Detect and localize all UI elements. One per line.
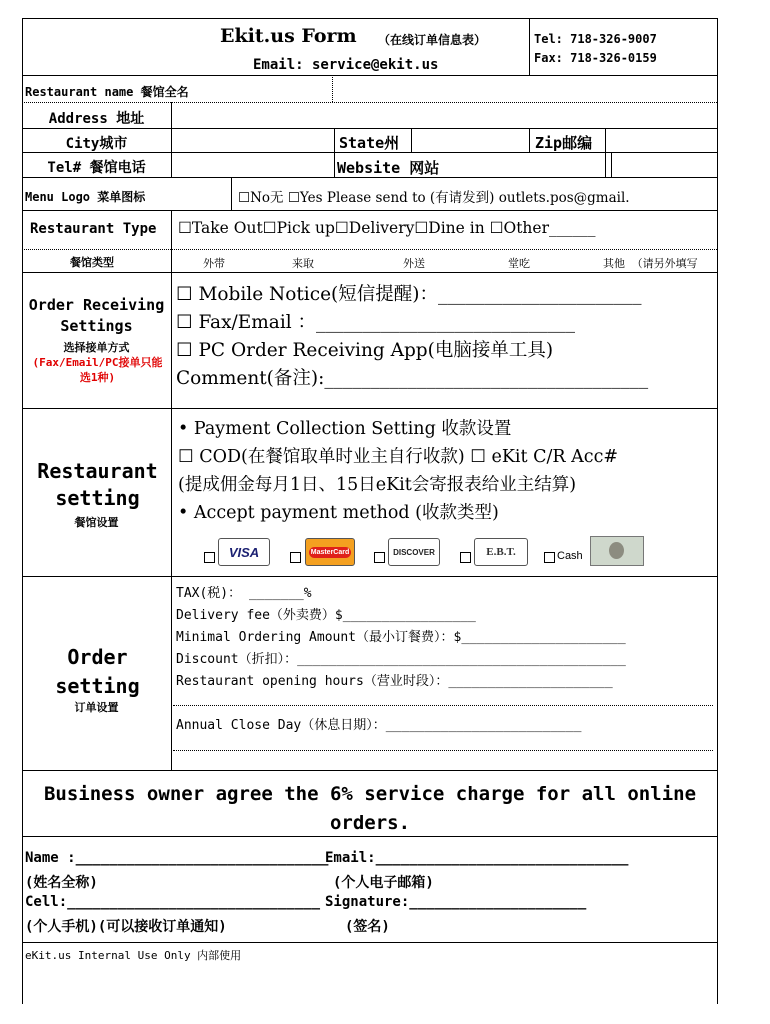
minimal-order-field[interactable]: Minimal Ordering Amount（最小订餐费）：$_____________________ (176, 630, 626, 645)
type-cn-other: 其他 （请另外填写 (603, 257, 698, 270)
contact-fax: Fax: 718-326-0159 (534, 51, 657, 65)
address-label: Address 地址 (48, 111, 145, 127)
zip-label: Zip邮编 (535, 134, 593, 152)
payment-collection-heading: • Payment Collection Setting 收款设置 (178, 419, 512, 439)
owner-name-label-cn: (姓名全称) (25, 875, 98, 891)
contact-email: Email: service@ekit.us (253, 57, 439, 73)
accept-payment-heading: • Accept payment method (收款类型) (178, 503, 499, 523)
owner-cell-field[interactable]: Cell:______________________________ (25, 894, 321, 910)
comment-field[interactable]: Comment(备注):___________________________________ (176, 368, 649, 389)
internal-use-label: eKit.us Internal Use Only 内部使用 (25, 949, 242, 962)
menu-logo-options[interactable]: ☐No无 ☐Yes Please send to (有请发到) outlets.pos@gmail. (238, 190, 630, 206)
discover-icon: DISCOVER (388, 538, 440, 566)
owner-email-label-cn: (个人电子邮箱) (333, 875, 434, 891)
order-receiving-label: Order Receiving Settings (28, 296, 165, 335)
fax-email-option[interactable]: ☐ Fax/Email ：____________________________ (176, 312, 576, 333)
form-title: Ekit.us Form (220, 25, 357, 47)
form-subtitle: （在线订单信息表） (378, 33, 487, 47)
city-field[interactable] (173, 130, 331, 150)
type-cn-takeout: 外带 (203, 257, 225, 270)
website-field[interactable] (450, 154, 600, 175)
restaurant-setting-label: Restaurant setting (37, 459, 158, 510)
restaurant-name-label: Restaurant name 餐馆全名 (25, 85, 189, 99)
visa-checkbox[interactable] (204, 552, 215, 563)
type-cn-pickup: 来取 (292, 257, 314, 270)
restaurant-name-field[interactable] (334, 77, 714, 100)
order-receiving-label-cn: 选择接单方式 (63, 341, 130, 354)
contact-tel: Tel: 718-326-9007 (534, 32, 657, 46)
restaurant-type-options[interactable]: ☐Take Out☐Pick up☐Delivery☐Dine in ☐Other______ (178, 219, 596, 237)
restaurant-setting-label-cn: 餐馆设置 (74, 516, 119, 529)
website-label: Website 网站 (337, 159, 440, 177)
state-field[interactable] (413, 130, 526, 150)
order-setting-label-cn: 订单设置 (74, 701, 119, 714)
tel-label: Tel# 餐馆电话 (47, 160, 146, 176)
ebt-icon: E.B.T. (474, 538, 528, 566)
order-receiving-note: (Fax/Email/PC接单只能选1种) (32, 356, 163, 384)
tel-field[interactable] (173, 154, 331, 175)
owner-email-field[interactable]: Email:______________________________ (325, 850, 629, 866)
city-label: City城市 (65, 136, 128, 152)
restaurant-type-label: Restaurant Type (30, 221, 157, 237)
order-setting-label: Order setting (55, 645, 140, 698)
signature-field[interactable]: Signature:_____________________ (325, 894, 587, 910)
owner-name-field[interactable]: Name :______________________________ (25, 850, 329, 866)
mobile-notice-option[interactable]: ☐ Mobile Notice(短信提醒)：______________________ (176, 284, 642, 305)
pc-app-option[interactable]: ☐ PC Order Receiving App(电脑接单工具) (176, 340, 554, 361)
tax-field[interactable]: TAX(税)： _______% (176, 586, 312, 601)
owner-cell-label-cn: (个人手机)(可以接收订单通知) (25, 919, 227, 935)
mastercard-icon: MasterCard (305, 538, 355, 566)
service-charge-agreement: Business owner agree the 6% service charge for all online orders. (43, 783, 697, 834)
ebt-checkbox[interactable] (460, 552, 471, 563)
cash-bill-icon (590, 536, 644, 566)
restaurant-type-label-cn: 餐馆类型 (70, 256, 114, 269)
settlement-note: (提成佣金每月1日、15日eKit会寄报表给业主结算) (178, 475, 577, 495)
zip-field[interactable] (607, 130, 714, 150)
signature-label-cn: (签名) (345, 919, 390, 935)
opening-hours-field[interactable]: Restaurant opening hours（营业时段）：_____________________ (176, 674, 613, 689)
cash-label: Cash (557, 550, 583, 562)
delivery-fee-field[interactable]: Delivery fee（外卖费）$_________________ (176, 608, 476, 623)
cash-checkbox[interactable] (544, 552, 555, 563)
annual-close-day-field[interactable]: Annual Close Day（休息日期）：_________________________ (176, 718, 582, 733)
menu-logo-label: Menu Logo 菜单图标 (25, 190, 146, 204)
type-cn-dinein: 堂吃 (508, 257, 530, 270)
discount-field[interactable]: Discount（折扣）：__________________________________________ (176, 652, 626, 667)
discover-checkbox[interactable] (374, 552, 385, 563)
type-cn-delivery: 外送 (403, 257, 425, 270)
address-field[interactable] (173, 104, 713, 126)
visa-icon: VISA (218, 538, 270, 566)
mastercard-checkbox[interactable] (290, 552, 301, 563)
cod-option[interactable]: ☐ COD(在餐馆取单时业主自行收款) ☐ eKit C/R Acc# (178, 447, 619, 467)
state-label: State州 (339, 134, 400, 152)
